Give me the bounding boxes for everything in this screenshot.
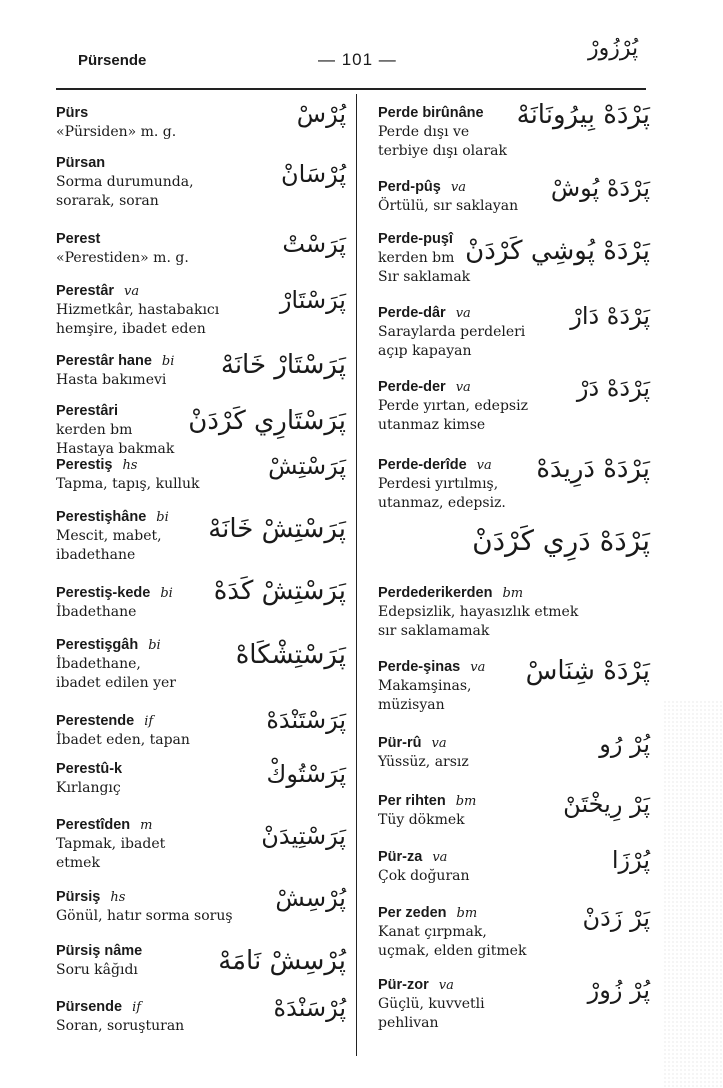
entry-headword: Pür-rû bbox=[378, 735, 422, 751]
entry-headword: Perdederikerden bbox=[378, 585, 493, 601]
entry-definition-line: Örtülü, sır saklayan bbox=[378, 198, 519, 214]
page-header bbox=[0, 0, 723, 92]
entry-definition-line: «Pürsiden» m. g. bbox=[56, 124, 177, 140]
entry-definition-line: Güçlü, kuvvetli bbox=[378, 996, 485, 1012]
entry-headword: Perest bbox=[56, 231, 101, 247]
entry-definition-line: Tüy dökmek bbox=[378, 812, 465, 828]
entry-definition-line: Gönül, hatır sorma soruş bbox=[56, 908, 233, 924]
entry-definition-line: Yüssüz, arsız bbox=[378, 754, 469, 770]
entry-definition-line: İbadethane, bbox=[56, 656, 141, 672]
entry-headword: Pür-za bbox=[378, 849, 423, 865]
entry-arabic-script: پَرْدَهْ پُوشِي كَرْدَنْ bbox=[465, 236, 650, 266]
entry-grammar-tag: va bbox=[476, 458, 492, 473]
entry-definition-line: Soran, soruşturan bbox=[56, 1018, 185, 1034]
entry-arabic-script: پُرْسَانْ bbox=[281, 160, 346, 188]
entry-definition-line: Soru kâğıdı bbox=[56, 962, 138, 978]
entry-definition-line: Mescit, mabet, bbox=[56, 528, 162, 544]
dictionary-entry bbox=[56, 154, 346, 211]
dictionary-entry bbox=[56, 280, 346, 339]
entry-definition-line: Makamşinas, bbox=[378, 678, 472, 694]
entry-arabic-script: پُرْسِشْ bbox=[275, 884, 346, 912]
entry-headword: Pür-zor bbox=[378, 977, 429, 993]
entry-arabic-script: پُرْ رُو bbox=[599, 730, 650, 758]
entry-arabic-script: پَرَسْتُوكْ bbox=[266, 760, 346, 788]
entry-headword: Perde-derîde bbox=[378, 457, 467, 473]
entry-grammar-tag: bm bbox=[456, 906, 478, 921]
entry-definition-line: «Perestiden» m. g. bbox=[56, 250, 189, 266]
entry-headword: Pürsiş nâme bbox=[56, 943, 143, 959]
entry-arabic-script: پَرَسْتِشْ bbox=[268, 452, 346, 480]
entry-definition-line: Tapmak, ibadet bbox=[56, 836, 166, 852]
dictionary-entry bbox=[56, 814, 346, 873]
entry-grammar-tag: if bbox=[132, 1000, 142, 1015]
dictionary-entry bbox=[378, 732, 650, 772]
dictionary-entry bbox=[56, 402, 346, 459]
dictionary-entry bbox=[378, 974, 650, 1033]
entry-definition-line: Kırlangıç bbox=[56, 780, 121, 796]
entry-headword: Perde-dâr bbox=[378, 305, 446, 321]
entry-definition-line: açıp kapayan bbox=[378, 343, 472, 359]
entry-headword: Perestiş bbox=[56, 457, 113, 473]
dictionary-entry bbox=[56, 506, 346, 565]
entry-headword: Perde-şinas bbox=[378, 659, 461, 675]
entry-headword: Perestîden bbox=[56, 817, 131, 833]
entry-arabic-script: پَرَسْتَارِي كَرْدَنْ bbox=[188, 406, 346, 436]
entry-definition-line: kerden bm bbox=[378, 250, 455, 266]
entry-definition-line: Hizmetkâr, hastabakıcı bbox=[56, 302, 220, 318]
entry-headword: Perestende bbox=[56, 713, 135, 729]
entry-grammar-tag: va bbox=[431, 736, 447, 751]
dictionary-entry bbox=[56, 996, 346, 1036]
header-rule bbox=[56, 88, 646, 90]
entry-arabic-script: پُرْسَنْدَهْ bbox=[273, 994, 346, 1022]
entry-grammar-tag: bi bbox=[160, 586, 173, 601]
dictionary-entry bbox=[56, 942, 346, 980]
dictionary-entry bbox=[378, 582, 650, 641]
entry-arabic-script: پُرْزَا bbox=[611, 846, 650, 874]
entry-headword: Perestâri bbox=[56, 403, 119, 419]
dictionary-entry bbox=[378, 454, 650, 513]
entry-arabic-script: پُرْسِشْ نَامَهْ bbox=[218, 946, 346, 976]
dictionary-entry bbox=[378, 790, 650, 830]
entry-arabic-script: پَرَسْتِيدَنْ bbox=[261, 822, 346, 850]
dictionary-entry bbox=[56, 230, 346, 268]
entry-headword: Perestû-k bbox=[56, 761, 123, 777]
entry-grammar-tag: bi bbox=[156, 510, 169, 525]
entry-arabic-script: پَرْدَهْ دَرِي كَرْدَنْ bbox=[472, 524, 650, 557]
entry-arabic-script: پَرْدَهْ بِيرُونَانَهْ bbox=[516, 100, 650, 130]
entry-arabic-script: پُرْسْ bbox=[296, 100, 346, 128]
entry-grammar-tag: m bbox=[140, 818, 153, 833]
dictionary-entry bbox=[378, 100, 650, 161]
entry-definition-line: etmek bbox=[56, 855, 100, 871]
dictionary-entry bbox=[56, 576, 346, 622]
entry-arabic-script: پَرَسْتِشْ خَانَهْ bbox=[208, 514, 346, 544]
dictionary-entry bbox=[56, 886, 346, 926]
dictionary-entry bbox=[378, 846, 650, 886]
entry-headword: Perestişhâne bbox=[56, 509, 147, 525]
entry-definition-line: Sır saklamak bbox=[378, 269, 471, 285]
dictionary-entry bbox=[56, 760, 346, 798]
entry-grammar-tag: va bbox=[455, 380, 471, 395]
entry-headword: Perestâr hane bbox=[56, 353, 152, 369]
entry-definition-line: utanmaz, edepsiz. bbox=[378, 495, 506, 511]
entry-definition-line: kerden bm bbox=[56, 422, 133, 438]
entry-grammar-tag: va bbox=[470, 660, 486, 675]
entry-headword: Pürsende bbox=[56, 999, 123, 1015]
entry-definition-line: İbadet eden, tapan bbox=[56, 732, 190, 748]
entry-arabic-script: پَرَسْتَنْدَهْ bbox=[266, 706, 346, 734]
entry-arabic-script: پَرْدَهْ دَارْ bbox=[570, 302, 650, 330]
entry-headword: Per rihten bbox=[378, 793, 446, 809]
dictionary-entry bbox=[378, 176, 650, 216]
entry-grammar-tag: if bbox=[144, 714, 154, 729]
entry-definition-line: Saraylarda perdeleri bbox=[378, 324, 526, 340]
entry-headword: Pürs bbox=[56, 105, 89, 121]
entry-grammar-tag: va bbox=[438, 978, 454, 993]
entry-definition-line: hemşire, ibadet eden bbox=[56, 321, 206, 337]
entry-arabic-script: پَرْدَهْ شِنَاسْ bbox=[525, 656, 650, 686]
dictionary-entry bbox=[56, 100, 346, 142]
entry-definition-line: İbadethane bbox=[56, 604, 137, 620]
entry-definition-line: ibadet edilen yer bbox=[56, 675, 176, 691]
entry-definition-line: ibadethane bbox=[56, 547, 136, 563]
page-number: — 101 — bbox=[318, 50, 397, 69]
entry-headword: Perde-puşî bbox=[378, 231, 453, 247]
entry-grammar-tag: bi bbox=[161, 354, 175, 369]
entry-arabic-script: پَرْدَهْ دَرِيدَهْ bbox=[536, 454, 650, 484]
entry-arabic-script: پَرْ رِيخْتَنْ bbox=[563, 790, 650, 818]
dictionary-entry bbox=[56, 634, 346, 693]
running-head-arabic: پُرْزُورْ bbox=[588, 36, 639, 61]
entry-grammar-tag: va bbox=[432, 850, 448, 865]
entry-definition-line: Kanat çırpmak, bbox=[378, 924, 487, 940]
column-divider bbox=[356, 94, 357, 1056]
entry-grammar-tag: va bbox=[450, 180, 466, 195]
entry-headword: Perestâr bbox=[56, 283, 115, 299]
dictionary-entry bbox=[378, 902, 650, 961]
entry-headword: Pürsiş bbox=[56, 889, 101, 905]
running-head-left: Pürsende bbox=[78, 52, 147, 69]
dictionary-entry bbox=[378, 230, 650, 287]
entry-definition-line: Perde yırtan, edepsiz bbox=[378, 398, 528, 414]
entry-grammar-tag: bi bbox=[148, 638, 161, 653]
dictionary-entry bbox=[378, 302, 650, 361]
entry-headword: Perd-pûş bbox=[378, 179, 441, 195]
entry-grammar-tag: va bbox=[124, 284, 140, 299]
scan-noise bbox=[663, 700, 723, 1088]
entry-definition-line: Hastaya bakmak bbox=[56, 441, 175, 457]
entry-definition-line: utanmaz kimse bbox=[378, 417, 486, 433]
dictionary-entry bbox=[56, 350, 346, 390]
entry-headword: Pürsan bbox=[56, 155, 106, 171]
entry-definition-line: Hasta bakımevi bbox=[56, 372, 167, 388]
entry-arabic-script: پَرَسْتْ bbox=[282, 230, 346, 258]
entry-grammar-tag: bm bbox=[502, 586, 524, 601]
entry-arabic-script: پَرَسْتِشْكَاهْ bbox=[235, 640, 346, 670]
entry-headword: Per zeden bbox=[378, 905, 447, 921]
entry-definition-line: Perde dışı ve bbox=[378, 124, 470, 140]
entry-definition-line: uçmak, elden gitmek bbox=[378, 943, 527, 959]
entry-definition-line: Tapma, tapış, kulluk bbox=[56, 476, 200, 492]
entry-headword: Perde-der bbox=[378, 379, 446, 395]
entry-headword: Perde birûnâne bbox=[378, 105, 484, 121]
entry-definition-line: sır saklamamak bbox=[378, 623, 490, 639]
entry-arabic-script: پُرْ زُورْ bbox=[587, 976, 650, 1004]
entry-headword: Perestişgâh bbox=[56, 637, 139, 653]
entry-grammar-tag: va bbox=[455, 306, 471, 321]
entry-headword: Perestiş-kede bbox=[56, 585, 151, 601]
entry-definition-line: Sorma durumunda, bbox=[56, 174, 194, 190]
entry-arabic-script: پَرْ زَدَنْ bbox=[582, 904, 650, 932]
entry-arabic-script: پَرَسْتِشْ كَدَهْ bbox=[213, 576, 346, 606]
entry-arabic-script: پَرْدَهْ دَرْ bbox=[576, 374, 650, 402]
entry-grammar-tag: hs bbox=[110, 890, 126, 905]
entry-grammar-tag: bm bbox=[455, 794, 477, 809]
entry-arabic-script: پَرَسْتَارْ خَانَهْ bbox=[220, 350, 346, 380]
entry-definition-line: müzisyan bbox=[378, 697, 445, 713]
dictionary-entry bbox=[56, 706, 346, 750]
entry-definition-line: Perdesi yırtılmış, bbox=[378, 476, 499, 492]
entry-definition-line: Çok doğuran bbox=[378, 868, 470, 884]
entry-grammar-tag: hs bbox=[122, 458, 138, 473]
entry-definition-line: pehlivan bbox=[378, 1015, 439, 1031]
entry-definition-line: Edepsizlik, hayasızlık etmek bbox=[378, 604, 579, 620]
dictionary-entry bbox=[378, 656, 650, 715]
entry-arabic-script: پَرْدَهْ پُوشْ bbox=[550, 174, 650, 202]
entry-definition-line: terbiye dışı olarak bbox=[378, 143, 508, 159]
dictionary-entry bbox=[56, 454, 346, 494]
entry-definition-line: sorarak, soran bbox=[56, 193, 159, 209]
dictionary-entry bbox=[378, 376, 650, 435]
entry-arabic-script: پَرَسْتَارْ bbox=[279, 286, 346, 314]
